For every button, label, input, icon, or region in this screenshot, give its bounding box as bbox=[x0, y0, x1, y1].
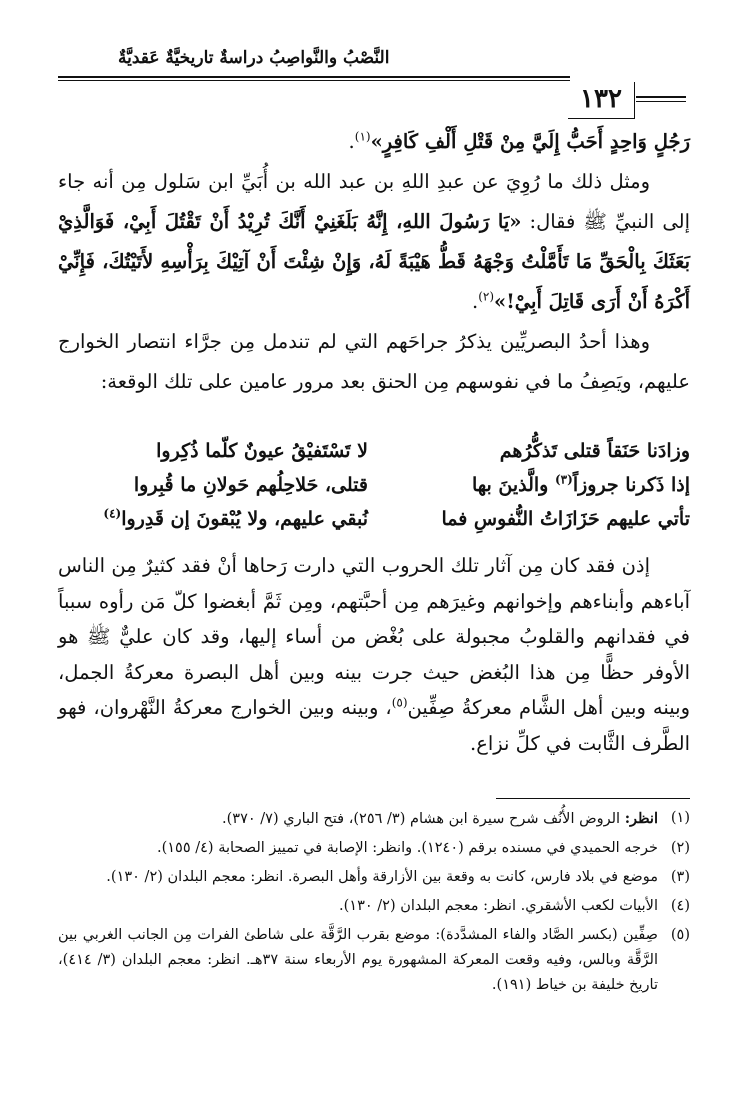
footnote bbox=[58, 894, 690, 919]
main-text bbox=[58, 122, 690, 402]
footnote-text: خرجه الحميدي في مسنده برقم (١٢٤٠). وانظر: الإصابة في تمييز الصحابة (٤/ ١٥٥). bbox=[156, 840, 658, 856]
poem bbox=[58, 440, 690, 542]
footnote-ref: (٥) bbox=[391, 695, 408, 710]
footnote bbox=[58, 806, 690, 832]
verse-first-hemistich bbox=[398, 474, 690, 496]
verse-second-hemistich bbox=[58, 508, 368, 530]
punct: . bbox=[348, 130, 355, 153]
main-text-continued bbox=[58, 548, 690, 761]
verse-first-hemistich: تأتي عليهم حَزَازَاتُ النُّفوسِ فما bbox=[441, 508, 690, 530]
header-rule-thin bbox=[58, 80, 570, 81]
paragraph-2 bbox=[58, 162, 690, 322]
footnotes bbox=[58, 806, 690, 1002]
footnote-number: (٥) bbox=[670, 927, 690, 943]
verse-3 bbox=[58, 508, 690, 542]
verse-1 bbox=[58, 440, 690, 474]
footnote-ref: (٣) bbox=[554, 472, 573, 487]
footnote-text: موضع في بلاد فارس، كانت به وقعة بين الأزارقة وأهل البصرة. انظر: معجم البلدان (٢/ ١٣٠). bbox=[106, 869, 658, 885]
hadith-quote: «يَا رَسُولَ اللهِ، إِنَّهُ بَلَغَنِيْ أَنَّكَ تُرِيْدُ أَنْ تَقْتُلَ أَبِيْ، فَوَالَّذِيْ بَعَثَكَ بِالْحَقِّ مَا تَأَمَّلْتُ وَجْهَهُ قَطُّ هَيْبَةً لَهُ، وَإِنْ شِئْتَ أَنْ آتِيْكَ بِرَأْسِهِ لأَتَيْتُكَ، فَإِنِّيْ أَكْرَهُ أَنْ أَرَى قَاتِلَ أَبِيْ!» bbox=[58, 210, 690, 313]
hemistich-text: إذا ذَكرنا جروزاً bbox=[572, 474, 690, 496]
footnote-number: (٤) bbox=[670, 898, 690, 914]
paragraph-text-tail: ، وبينه وبين الخوارج معركةُ النَّهْروان، فهو الطَّرف الثَّابت في كلِّ نزاع. bbox=[58, 696, 690, 755]
verse-first-hemistich: وزادَنا حَنَقاً قتلى تَذكُّرُهم bbox=[499, 440, 690, 462]
verse-second-hemistich: لا تَسْتَفيْقُ عيونٌ كلّما ذُكِروا bbox=[156, 440, 368, 462]
footnote-label: انظر: bbox=[624, 810, 658, 827]
punct: . bbox=[471, 290, 479, 313]
footnote-text: صِفِّين (بكسر الصَّاد والفاء المشدَّدة): موضع بقرب الرَّقَّة على شاطئ الفرات مِن الجانب الغربي بين الرَّقَّة وبالس، وفيه وقعت المعركة المشهورة يوم الأربعاء سنة ٣٧هـ. انظر: معجم البلدان (٣/ ٤١٤)، تاريخ خليفة بن خياط (١٩١). bbox=[58, 927, 658, 993]
footnote bbox=[58, 865, 690, 890]
footnote-ref: (٤) bbox=[103, 506, 122, 521]
footnote-ref: (١) bbox=[354, 129, 371, 144]
hemistich-text: نُبقي عليهم، ولا يُبْقونَ إن قَدِروا bbox=[121, 508, 368, 530]
footnote-text: الأبيات لكعب الأشقري. انظر: معجم البلدان (٢/ ١٣٠). bbox=[339, 898, 658, 914]
footnote-body: الروض الأُنُف شرح سيرة ابن هشام (٣/ ٢٥٦)، فتح الباري (٧/ ٣٧٠). bbox=[222, 811, 625, 827]
running-header-title: النَّصْبُ والنَّواصِبُ دراسةٌ تاريخيَّةٌ عَقديَّةٌ bbox=[118, 48, 390, 68]
paragraph-text: إذن فقد كان مِن آثار تلك الحروب التي دارت رَحاها أنْ فقد كثيرٌ مِن الناس آباءهم وأبناءهم وإخوانهم وغيرَهم مِن أحبَّتهم، ومِن ثَمَّ أبغضوا كلّ مَن رأوه سبباً في فقدانهم والقلوبُ مجبولة على بُغْض من أساء إليها، وقد كان عليٌّ ﷺ هو الأوفر حظًّا مِن هذا البُغض حيث جرت بينه وبين أهل البصرة معركةُ الجمل، وبينه وبين أهل الشَّام معركةُ صِفِّين bbox=[58, 554, 690, 719]
page-number: ١٣٢ bbox=[568, 82, 635, 119]
hemistich-tail: والَّذينَ بها bbox=[471, 474, 555, 496]
footnote-text bbox=[58, 806, 658, 832]
verse-2 bbox=[58, 474, 690, 508]
verse-second-hemistich: قتلى، حَلاحِلُهم حَولانِ ما قُبِروا bbox=[133, 474, 368, 496]
hadith-text: رَجُلٍ وَاحِدٍ أَحَبُّ إِلَيَّ مِنْ قَتْلِ أَلْفِ كَافِرٍ» bbox=[370, 130, 690, 153]
header-rule bbox=[58, 76, 570, 78]
footnote bbox=[58, 836, 690, 861]
footnote-number: (١) bbox=[670, 810, 690, 826]
footnote-ref: (٢) bbox=[478, 289, 495, 304]
paragraph-3: وهذا أحدُ البصريِّين يذكرُ جراحَهم التي لم تندمل مِن جرَّاء انتصار الخوارج عليهم، ويَصِفُ ما في نفوسهم مِن الحنق بعد مرور عامين على تلك الوقعة: bbox=[58, 330, 690, 393]
footnote-separator bbox=[496, 798, 690, 799]
page-number-rule-thin bbox=[636, 101, 686, 102]
footnote-number: (٢) bbox=[670, 840, 690, 856]
footnote-number: (٣) bbox=[670, 869, 690, 885]
paragraph-4 bbox=[58, 548, 690, 761]
page-number-rule bbox=[636, 96, 686, 98]
paragraph-1 bbox=[58, 122, 690, 162]
paragraph-text: ومثل ذلك ما رُوِيَ عن عبدِ اللهِ بن عبد الله بن أُبَيِّ ابن سَلول مِن أنه جاء إلى النبيِّ ﷺ فقال: bbox=[58, 170, 690, 233]
footnote bbox=[58, 923, 690, 998]
